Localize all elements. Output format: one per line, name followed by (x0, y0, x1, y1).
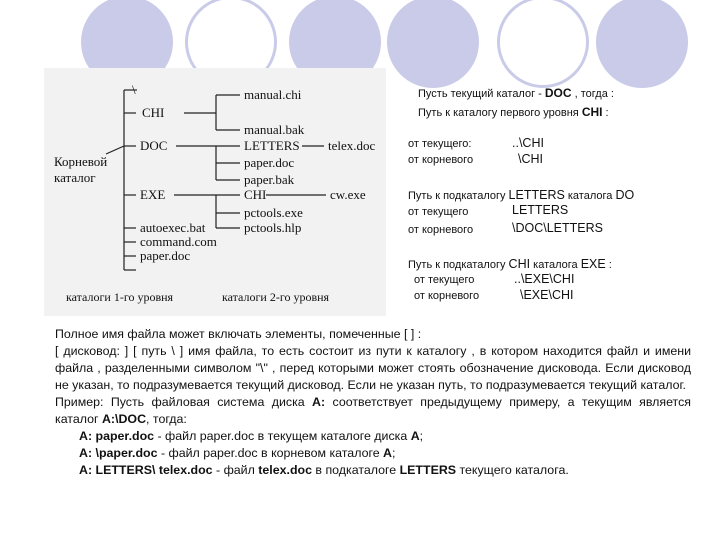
tree-node-exe: EXE (140, 187, 166, 202)
drive: A (410, 429, 420, 443)
dir-name: CHI (581, 105, 603, 119)
text: каталога (564, 190, 616, 202)
path-value: ..\CHI (512, 136, 544, 150)
tree-file: command.com (140, 234, 217, 249)
example-line (79, 462, 691, 479)
text: - файл (212, 463, 259, 477)
tree-file: manual.chi (244, 87, 302, 102)
decor-circle (387, 0, 479, 88)
text: текущего каталога. (456, 463, 569, 477)
paragraph: [ дисковод: ] [ путь \ ] имя файла, то есть состоит из пути к каталогу , в котором находится файл и имени файла , разделенными символом "\" , перед которыми может стоять обозначение дисковода. Если дисковод не указан, то подразумевается текущий дисковод. Если не указан путь, то подразумевается текущий каталог. (55, 344, 691, 392)
text: в подкаталоге (311, 463, 400, 477)
dir-name: LETTERS (399, 463, 457, 477)
text: , тогда: (146, 412, 187, 426)
path-value: \DOC\LETTERS (512, 221, 603, 235)
text: Путь к каталогу первого уровня (418, 107, 582, 119)
tree-file: paper.doc (140, 248, 191, 263)
path-label: от текущего: (408, 138, 472, 150)
tree-file: autoexec.bat (140, 220, 206, 235)
tree-root-label: каталог (54, 170, 96, 185)
tree-root-label: Корневой (54, 154, 108, 169)
text: : (602, 107, 609, 119)
path-label: от корневого (408, 224, 474, 236)
path-label: от корневого (408, 154, 474, 166)
current-dir-line (418, 86, 614, 100)
tree-node-letters: LETTERS (244, 138, 300, 153)
tree-file: pctools.exe (244, 205, 303, 220)
file-name: telex.doc (258, 463, 312, 477)
drive: A: (312, 395, 326, 409)
example-line (79, 428, 691, 445)
text: - файл paper.doc в текущем каталоге диска (154, 429, 411, 443)
path-value: \EXE\CHI (520, 288, 574, 302)
path-value: LETTERS (512, 203, 569, 217)
path-label: от текущего (408, 206, 469, 218)
text: соответствует предыдущему примеру, а текущим является каталог (55, 395, 691, 426)
tree-level-label: каталоги 1-го уровня (66, 290, 174, 304)
path-value: ..\EXE\CHI (514, 272, 575, 286)
directory-tree-diagram (44, 68, 386, 316)
tree-node-chi: CHI (244, 187, 267, 202)
text: ; (392, 446, 396, 460)
dir-name: LETTERS (508, 188, 565, 202)
text: Пример: Пусть файловая система диска (55, 395, 313, 409)
text: ; (419, 429, 424, 443)
text: Пусть текущий каталог - (418, 88, 545, 100)
paragraph: Полное имя файла может включать элементы, помеченные [ ] : (55, 327, 422, 341)
dir-name: DO (615, 188, 635, 202)
tree-file: manual.bak (244, 122, 305, 137)
tree-file: paper.bak (244, 172, 295, 187)
path-heading (418, 105, 609, 119)
paragraph (55, 394, 691, 428)
tree-file: pctools.hlp (244, 220, 302, 235)
path-value: \CHI (518, 152, 543, 166)
path-heading (408, 188, 634, 202)
drive: A (383, 446, 392, 460)
tree-file: paper.doc (244, 155, 295, 170)
dir-name: CHI (508, 257, 531, 271)
dir-name: DOC (544, 86, 572, 100)
path: A:\DOC (101, 412, 147, 426)
text: каталога (530, 259, 581, 271)
path: A: paper.doc (79, 429, 155, 443)
tree-root: \ (132, 82, 136, 97)
tree-file: cw.exe (330, 187, 366, 202)
path: A: \paper.doc (79, 446, 158, 460)
main-text (55, 326, 691, 479)
path: A: LETTERS\ telex.doc (79, 463, 213, 477)
path-heading (408, 257, 612, 271)
decor-circle (596, 0, 688, 88)
dir-name: EXE (580, 257, 606, 271)
path-label: от текущего (414, 274, 475, 286)
text: , тогда : (571, 88, 614, 100)
path-label: от корневого (414, 290, 480, 302)
text: Путь к подкаталогу (408, 259, 509, 271)
tree-file: telex.doc (328, 138, 376, 153)
text: - файл paper.doc в корневом каталоге (157, 446, 384, 460)
decor-ring (497, 0, 589, 88)
text: : (605, 259, 612, 271)
example-line (79, 445, 691, 462)
tree-node-doc: DOC (140, 138, 168, 153)
tree-node-chi: CHI (142, 105, 165, 120)
text: Путь к подкаталогу (408, 190, 509, 202)
tree-level-label: каталоги 2-го уровня (222, 290, 330, 304)
